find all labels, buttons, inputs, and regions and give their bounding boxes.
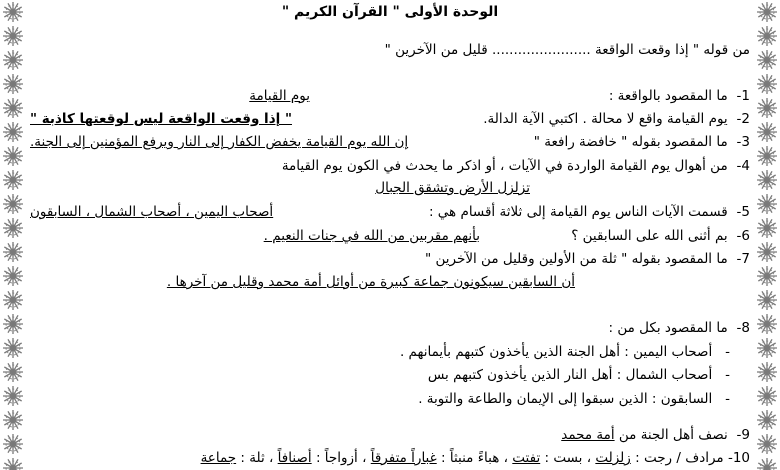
snowflake-ornament-icon bbox=[756, 49, 778, 71]
q9-answer: أمة محمد bbox=[561, 427, 615, 443]
q10-word-3: ، هباءً منبثاً : bbox=[441, 450, 508, 466]
snowflake-ornament-icon bbox=[2, 121, 24, 143]
q8-item: - أصحاب اليمين : أهل الجنة الذين يأخذون كتبهم بأيمانهم . bbox=[399, 344, 730, 360]
snowflake-ornament-icon bbox=[756, 193, 778, 215]
question-8 bbox=[30, 318, 750, 338]
snowflake-ornament-icon bbox=[756, 265, 778, 287]
snowflake-ornament-icon bbox=[2, 337, 24, 359]
snowflake-ornament-icon bbox=[2, 241, 24, 263]
page-title: الوحدة الأولى " القرآن الكريم " bbox=[281, 4, 499, 20]
q10-answer-1: زلزلت bbox=[595, 450, 631, 466]
snowflake-ornament-icon bbox=[2, 25, 24, 47]
snowflake-ornament-icon bbox=[756, 217, 778, 239]
snowflake-ornament-icon bbox=[756, 97, 778, 119]
snowflake-ornament-icon bbox=[756, 289, 778, 311]
q3-number: 3- bbox=[736, 134, 750, 150]
q5-number: 5- bbox=[736, 204, 750, 220]
q1-text: ما المقصود بالواقعة : bbox=[608, 88, 728, 104]
snowflake-ornament-icon bbox=[756, 73, 778, 95]
snowflake-ornament-icon bbox=[756, 169, 778, 191]
snowflake-ornament-icon bbox=[756, 361, 778, 383]
q8-number: 8- bbox=[736, 320, 750, 336]
q10-word-5: ، ثلة : bbox=[240, 450, 274, 466]
question-7 bbox=[30, 249, 750, 269]
q5-answer: أصحاب اليمين ، أصحاب الشمال ، السابقون bbox=[30, 204, 274, 220]
q1-number: 1- bbox=[736, 88, 750, 104]
q10-word-1: مرادف / رجت : bbox=[635, 450, 724, 466]
snowflake-ornament-icon bbox=[2, 457, 24, 470]
q9-number: 9- bbox=[736, 427, 750, 443]
snowflake-ornament-icon bbox=[756, 121, 778, 143]
snowflake-ornament-icon bbox=[2, 433, 24, 455]
q7-number: 7- bbox=[736, 251, 750, 267]
q10-word-4: ، أزواجاً : bbox=[315, 450, 367, 466]
q10-word-2: ، بست : bbox=[544, 450, 592, 466]
q4-text: من أهوال يوم القيامة الواردة في الآيات ، أو اذكر ما يحدث في الكون يوم القيامة bbox=[281, 158, 728, 174]
q10-answer-2: تفتت bbox=[512, 450, 541, 466]
q8-item: - السابقون : الذين سبقوا إلى الإيمان والطاعة والتوبة . bbox=[418, 391, 730, 407]
decorative-border-left bbox=[0, 0, 26, 470]
snowflake-ornament-icon bbox=[2, 73, 24, 95]
q9-text: نصف أهل الجنة من bbox=[618, 427, 728, 443]
question-4 bbox=[30, 156, 750, 176]
question-1 bbox=[30, 86, 750, 106]
q4-number: 4- bbox=[736, 158, 750, 174]
q10-answer-4: أصنافاً bbox=[277, 450, 312, 466]
q7-answer: أن السابقين سيكونون جماعة كبيرة من أوائل أمة محمد وقليل من آخرها . bbox=[166, 274, 575, 290]
snowflake-ornament-icon bbox=[2, 97, 24, 119]
q10-answer-3: غباراً متفرقاً bbox=[370, 450, 437, 466]
q2-text: يوم القيامة واقع لا محالة . اكتبي الآية الدالة. bbox=[483, 111, 728, 127]
q2-number: 2- bbox=[736, 111, 750, 127]
snowflake-ornament-icon bbox=[2, 409, 24, 431]
snowflake-ornament-icon bbox=[756, 145, 778, 167]
q8-text: ما المقصود بكل من : bbox=[608, 320, 728, 336]
q8-item: - أصحاب الشمال : أهل النار الذين يأخذون كتبهم بس bbox=[427, 367, 730, 383]
snowflake-ornament-icon bbox=[756, 409, 778, 431]
question-10 bbox=[30, 448, 750, 468]
snowflake-ornament-icon bbox=[756, 433, 778, 455]
snowflake-ornament-icon bbox=[756, 457, 778, 470]
q7-text: ما المقصود بقوله " ثلة من الأولين وقليل من الآخرين " bbox=[424, 251, 728, 267]
snowflake-ornament-icon bbox=[756, 1, 778, 23]
q6-number: 6- bbox=[736, 228, 750, 244]
q6-text: بم أثنى الله على السابقين ؟ bbox=[571, 228, 728, 244]
q2-answer: " إذا وقعت الواقعة ليس لوقعتها كاذبة " bbox=[30, 111, 292, 127]
snowflake-ornament-icon bbox=[2, 385, 24, 407]
decorative-border-right bbox=[754, 0, 780, 470]
worksheet-page bbox=[30, 0, 750, 470]
intro-line: من قوله " إذا وقعت الواقعة ....................... قليل من الآخرين " bbox=[384, 42, 750, 58]
q3-answer: إن الله يوم القيامة يخفض الكفار إلى النار ويرفع المؤمنين إلى الجنة. bbox=[30, 134, 409, 150]
question-9 bbox=[30, 425, 750, 445]
snowflake-ornament-icon bbox=[2, 49, 24, 71]
snowflake-ornament-icon bbox=[756, 337, 778, 359]
snowflake-ornament-icon bbox=[2, 313, 24, 335]
snowflake-ornament-icon bbox=[756, 25, 778, 47]
snowflake-ornament-icon bbox=[2, 265, 24, 287]
snowflake-ornament-icon bbox=[2, 193, 24, 215]
snowflake-ornament-icon bbox=[2, 145, 24, 167]
q8-item-text: أصحاب الشمال : أهل النار الذين يأخذون كتبهم بس bbox=[427, 367, 713, 383]
q4-answer: تزلزل الأرض وتشقق الجبال bbox=[375, 180, 530, 196]
q8-item-text: السابقون : الذين سبقوا إلى الإيمان والطاعة والتوبة . bbox=[418, 391, 713, 407]
q3-text: ما المقصود بقوله " خافضة رافعة " bbox=[533, 134, 728, 150]
snowflake-ornament-icon bbox=[2, 1, 24, 23]
q10-number: 10- bbox=[727, 450, 750, 466]
q10-answer-5: جماعة bbox=[200, 450, 237, 466]
snowflake-ornament-icon bbox=[2, 361, 24, 383]
q5-text: قسمت الآيات الناس يوم القيامة إلى ثلاثة أقسام هي : bbox=[428, 204, 728, 220]
snowflake-ornament-icon bbox=[756, 385, 778, 407]
snowflake-ornament-icon bbox=[2, 217, 24, 239]
snowflake-ornament-icon bbox=[2, 289, 24, 311]
q1-answer: يوم القيامة bbox=[249, 88, 310, 104]
snowflake-ornament-icon bbox=[756, 313, 778, 335]
q8-item-text: أصحاب اليمين : أهل الجنة الذين يأخذون كتبهم بأيمانهم . bbox=[399, 344, 713, 360]
q6-answer: بأنهم مقربين من الله في جنات النعيم . bbox=[263, 228, 480, 244]
snowflake-ornament-icon bbox=[756, 241, 778, 263]
snowflake-ornament-icon bbox=[2, 169, 24, 191]
